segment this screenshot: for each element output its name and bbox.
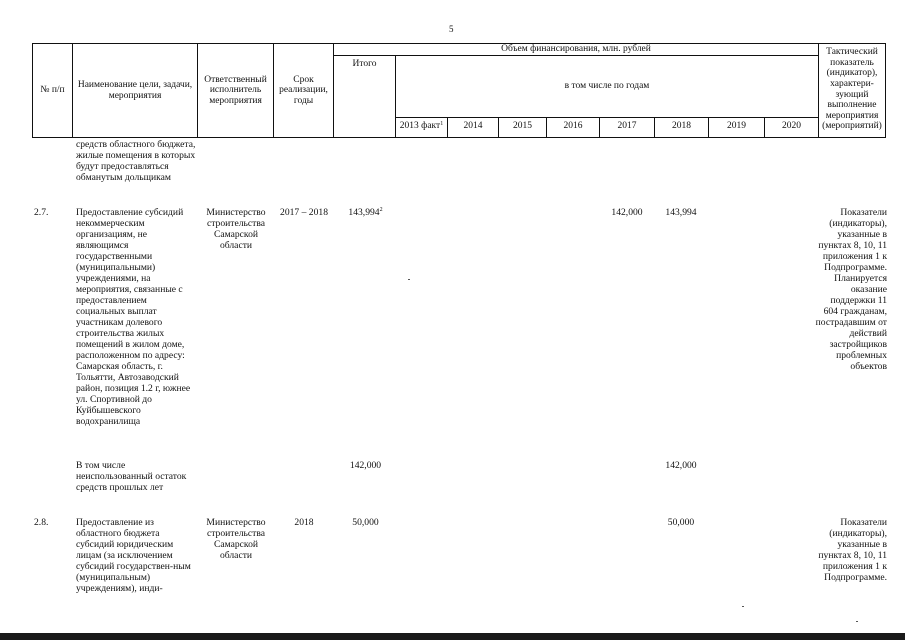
row-continuation-name: средств областного бюджета, жилые помещения в которых будут предоставляться обманутым дольщикам xyxy=(76,139,196,183)
header-indicator: Тактический показатель (индикатор), характери-зующий выполнение мероприятия (мероприятий) xyxy=(819,44,886,138)
row-2-7-num: 2.7. xyxy=(34,207,49,218)
row-carryover-total: 142,000 xyxy=(349,460,382,471)
row-2-8-total: 50,000 xyxy=(352,517,379,528)
header-year-2018: 2018 xyxy=(655,118,709,138)
row-carryover-2018: 142,000 xyxy=(665,460,697,471)
row-2-8-name: Предоставление из областного бюджета субсидий юридическим лицам (за исключением субсидий государствен-ным (муниципальным) учреждениям), инди- xyxy=(76,517,191,594)
header-year-2020: 2020 xyxy=(765,118,819,138)
row-2-7-name: Предоставление субсидий некоммерческим организациям, не являющимся государственными (муниципальными) учреждениями, на мероприятия, связанные с предоставлением социальных выплат участникам долевого строительства жилых помещений в жилом доме, расположенном по адресу: Самарская область, г. Тольятти, Автозаводский район, позиция 1.2 г, южнее ул. Спортивной до Куйбышевского водохранилища xyxy=(76,207,191,427)
header-term: Срок реализации, годы xyxy=(274,44,334,138)
row-2-7-total: 143,994$^2$ xyxy=(348,207,383,218)
row-2-7-indicator: Показатели (индикаторы), указанные в пунктах 8, 10, 11 приложения 1 к Подпрограмме. Планируется оказание поддержки 11 604 гражданам, пострадавшим от действий застройщиков проблемных объектов xyxy=(815,207,887,372)
header-by-years: в том числе по годам xyxy=(396,56,819,118)
scan-speck xyxy=(856,621,858,622)
row-2-7-exec: Министерство строительства Самарской области xyxy=(206,207,266,251)
table-header xyxy=(32,43,886,138)
header-year-2017: 2017 xyxy=(600,118,655,138)
header-exec: Ответственный исполнитель мероприятия xyxy=(198,44,274,138)
header-total: Итого xyxy=(334,56,396,138)
header-year-2013: 2013 факт$^1$ xyxy=(396,118,448,138)
header-year-2019: 2019 xyxy=(709,118,765,138)
scan-speck xyxy=(742,606,744,607)
row-carryover-name: В том числе неиспользованный остаток средств прошлых лет xyxy=(76,460,187,493)
row-2-8-indicator: Показатели (индикаторы), указанные в пунктах 8, 10, 11 приложения 1 к Подпрограмме. xyxy=(818,517,887,583)
row-2-8-2018: 50,000 xyxy=(667,517,695,528)
header-year-2016: 2016 xyxy=(547,118,600,138)
page-number: 5 xyxy=(449,24,454,34)
scan-speck xyxy=(408,279,410,280)
header-funding: Объем финансирования, млн. рублей xyxy=(334,44,819,56)
row-2-8-num: 2.8. xyxy=(34,517,49,528)
header-year-2015: 2015 xyxy=(499,118,547,138)
row-2-8-exec: Министерство строительства Самарской области xyxy=(206,517,266,561)
header-name: Наименование цели, задачи, мероприятия xyxy=(73,44,198,138)
header-year-2014: 2014 xyxy=(448,118,499,138)
row-2-7-2018: 143,994 xyxy=(665,207,697,218)
row-2-7-2017: 142,000 xyxy=(611,207,643,218)
row-2-8-term: 2018 xyxy=(294,517,314,528)
header-num: № п/п xyxy=(33,44,73,138)
row-2-7-term: 2017 – 2018 xyxy=(280,207,328,218)
scan-edge xyxy=(0,633,905,640)
